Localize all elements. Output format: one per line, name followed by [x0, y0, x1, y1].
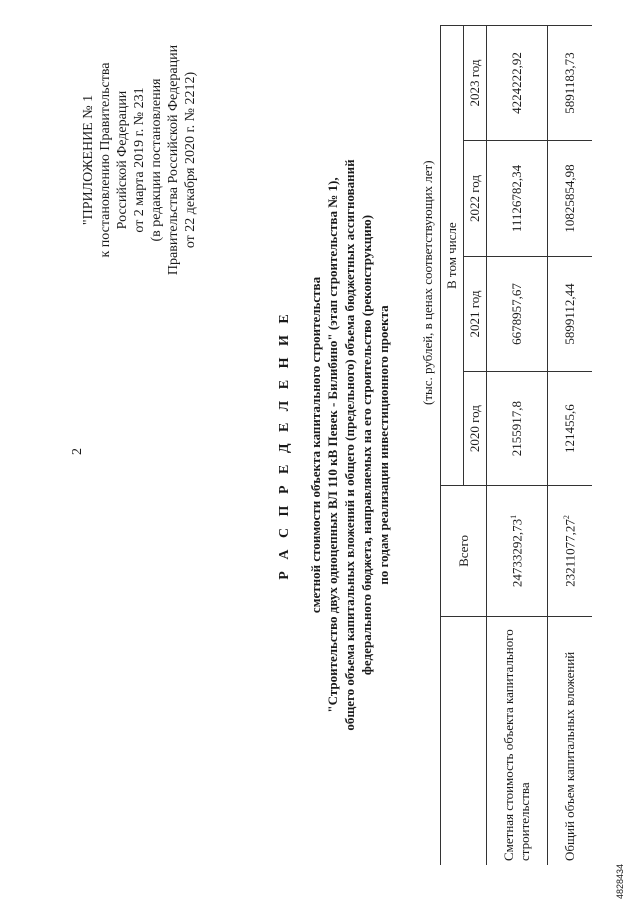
document-stamp: 4828434 — [615, 863, 625, 899]
header-group: В том числе — [441, 26, 464, 486]
title-line: сметной стоимости объекта капитального строительства — [308, 276, 323, 614]
title-line: по годам реализации инвестиционного проекта — [376, 305, 391, 585]
footnote-mark: 1 — [508, 514, 518, 519]
header-name — [441, 616, 487, 865]
appendix-line: от 22 декабря 2020 г. № 2212) — [183, 71, 198, 249]
title-line: общего объема капитальных вложений и общего (предельного) объема бюджетных ассигнований — [342, 159, 357, 731]
footnote-mark: 2 — [562, 515, 571, 520]
header-total: Всего — [441, 486, 487, 616]
row-value: 5891183,73 — [548, 26, 593, 141]
row-total-value: 24733292,73 — [509, 518, 525, 588]
title-heading: Р А С П Р Е Д Е Л Е Н И Е — [277, 310, 292, 580]
header-year: 2023 год — [464, 26, 487, 141]
row-name: Сметная стоимость объекта капитального строительства — [487, 616, 548, 865]
appendix-line: Правительства Российской Федерации — [166, 44, 181, 276]
header-year: 2020 год — [464, 371, 487, 485]
header-year: 2021 год — [464, 256, 487, 371]
row-value: 5899112,44 — [548, 256, 593, 371]
header-year: 2022 год — [464, 141, 487, 257]
row-total — [487, 486, 548, 616]
row-value: 121455,6 — [548, 371, 593, 485]
appendix-line: к постановлению Правительства — [98, 62, 113, 258]
appendix-line: (в редакции постановления — [149, 78, 164, 242]
document-title — [276, 25, 392, 865]
appendix-line: Российской Федерации — [115, 90, 130, 230]
table-row — [487, 26, 548, 866]
appendix-line: от 2 марта 2019 г. № 231 — [132, 87, 147, 233]
appendix-block — [80, 30, 199, 290]
row-value: 2155917,8 — [487, 371, 548, 485]
table-row — [548, 26, 593, 866]
units-note: (тыс. рублей, в ценах соответствующих лет) — [420, 160, 435, 405]
row-value: 4224222,92 — [487, 26, 548, 141]
title-line: "Строительство двух одноцепных ВЛ 110 кВ Певек - Билибино" (этап строительства № 1), — [325, 177, 340, 713]
distribution-table — [440, 25, 592, 865]
page-number: 2 — [70, 448, 85, 455]
row-value: 10825854,98 — [548, 141, 593, 257]
row-name: Общий объем капитальных вложений — [548, 616, 593, 865]
row-value: 11126782,34 — [487, 141, 548, 257]
row-total-value: 23211077,27 — [562, 519, 578, 587]
title-line: федерального бюджета, направляемых на его строительство (реконструкцию) — [359, 214, 374, 676]
appendix-line: "ПРИЛОЖЕНИЕ № 1 — [81, 94, 96, 226]
row-value: 6678957,67 — [487, 256, 548, 371]
row-total — [548, 486, 593, 616]
